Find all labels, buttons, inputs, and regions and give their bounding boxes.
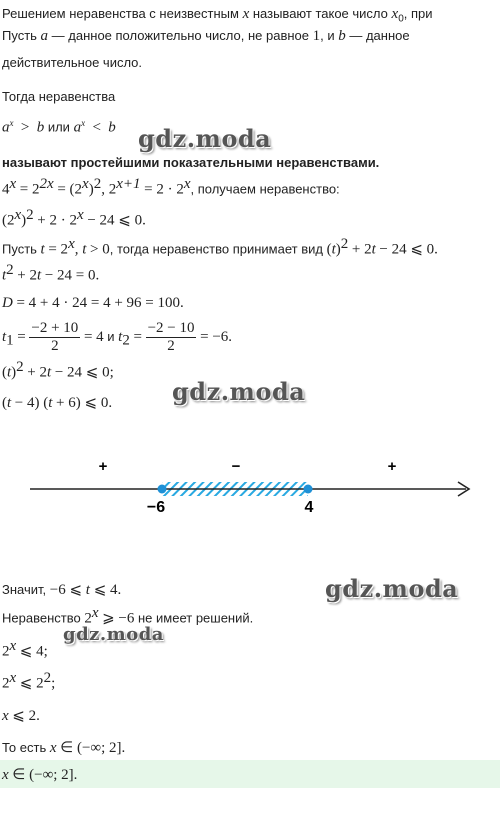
formula-line-17: 2$^x$ ⩽ 4; — [2, 638, 48, 660]
label-4: 4 — [304, 499, 314, 516]
text-line-1: Решением неравенства с неизвестным x называют такое число $x_0$, при — [2, 6, 433, 25]
text-conclusion-t: Значит, −6 ⩽ t ⩽ 4. — [2, 582, 122, 598]
watermark-2: gdz.moda — [172, 377, 306, 406]
watermark-3: gdz.moda — [325, 574, 459, 603]
text-line-2: Пусть a — данное положительно число, не равное 1, и b — данное — [2, 28, 410, 44]
formula-line-7: $4^x = 2^{2x} = (2^x)^2$, $2^{x+1} = 2 \cdot 2^x$, получаем неравенство: — [2, 176, 340, 198]
text-result: То есть x ∈ (−∞; 2]. — [2, 740, 126, 756]
formula-factored: (t − 4) (t + 6) ⩽ 0. — [2, 395, 113, 411]
formula-line-10: $t^2 + 2t - 24 = 0$. — [2, 262, 100, 284]
formula-line-18: 2$^x$ ⩽ $2^2$; — [2, 670, 56, 692]
formula-simple-inequalities: $a^x > b$ или $a^x < b$ — [2, 118, 116, 136]
formula-line-13: $(t)^2 + 2t - 24$ ⩽ 0; — [2, 359, 114, 381]
number-line — [0, 455, 500, 525]
point-4 — [304, 485, 313, 494]
formula-roots: $t_1$ = $\frac{-2 + 10}{2}$ = 4 и $t_2$ = $\frac{-2 - 10}{2}$ = −6. — [2, 320, 233, 354]
sign-middle: − — [231, 458, 241, 475]
watermark-4: gdz.moda — [63, 624, 164, 645]
watermark-1: gdz.moda — [138, 124, 272, 153]
sign-left: + — [98, 458, 108, 475]
label-minus-6: −6 — [146, 499, 166, 516]
formula-line-8: $(2^x)^2 + 2 \cdot 2^x - 24$ ⩽ 0. — [2, 207, 146, 229]
formula-discriminant: D = 4 + 4 · 24 = 4 + 96 = 100. — [2, 295, 184, 311]
text-line-3: действительное число. — [2, 55, 143, 70]
formula-line-19: x ⩽ 2. — [2, 708, 40, 724]
point-minus-6 — [158, 485, 167, 494]
definition-bold: называют простейшими показательными неравенствами. — [2, 155, 380, 170]
text-line-4: Тогда неравенства — [2, 89, 116, 104]
text-no-solution: Неравенство 2$^x$ ⩾ −6 не имеет решений. — [2, 605, 254, 627]
answer-text: x ∈ (−∞; 2]. — [2, 767, 78, 783]
formula-line-9: Пусть $t = 2^x$, t > 0, тогда неравенство принимает вид $(t)^2 + 2t - 24$ ⩽ 0. — [2, 236, 438, 258]
sign-right: + — [387, 458, 397, 475]
